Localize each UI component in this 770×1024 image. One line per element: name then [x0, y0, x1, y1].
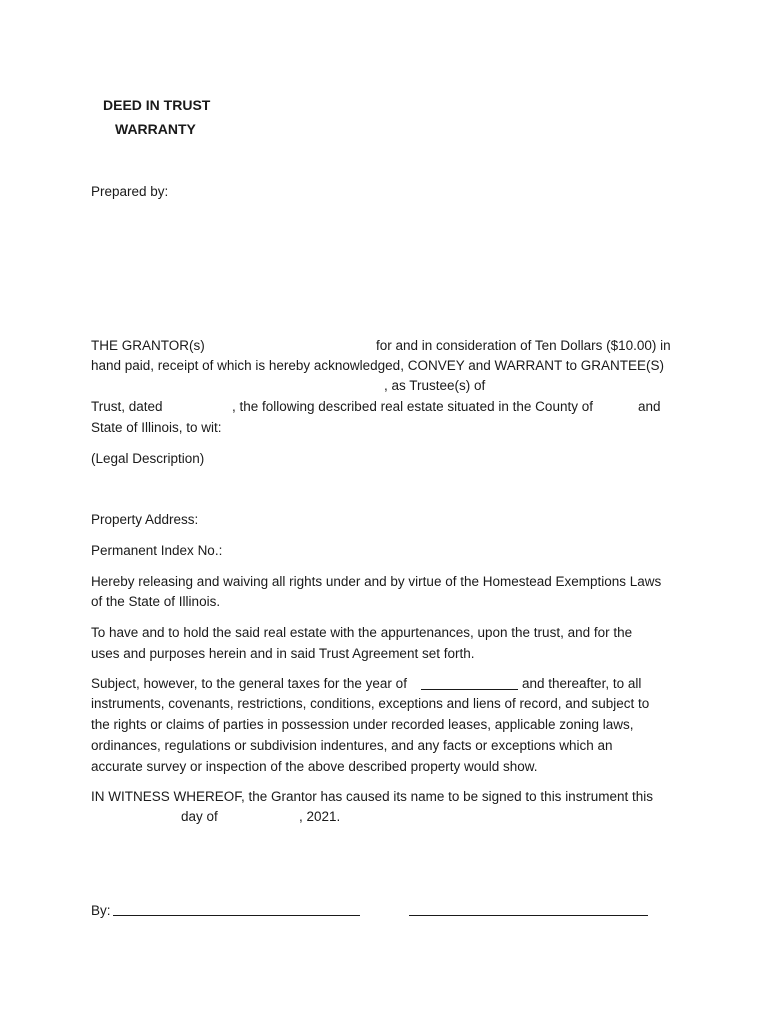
homestead-line-1: Hereby releasing and waiving all rights under and by virtue of the Homestead Exemptions Laws [91, 574, 662, 589]
consideration-text: for and in consideration of Ten Dollars ($10.00) in [376, 338, 671, 353]
to-have-line-2: uses and purposes herein and in said Trust Agreement set forth. [91, 646, 475, 661]
real-estate-text: , the following described real estate situated in the County of [232, 399, 593, 414]
signature-line-2 [409, 915, 648, 916]
subject-line-2: instruments, covenants, restrictions, conditions, exceptions and liens of record, and subject to [91, 696, 650, 711]
to-have-line-1: To have and to hold the said real estate with the appurtenances, upon the trust, and for the [91, 625, 633, 640]
county-and-text: and [638, 399, 661, 414]
grantor-line-2: hand paid, receipt of which is hereby acknowledged, CONVEY and WARRANT to GRANTEE(S) [91, 358, 665, 373]
grantor-line-3: , as Trustee(s) of [384, 378, 486, 393]
signature-line-1 [113, 915, 360, 916]
trust-dated-label: Trust, dated [91, 399, 163, 414]
prepared-by-label: Prepared by: [91, 184, 169, 199]
property-address-label: Property Address: [91, 512, 199, 527]
subject-line-1a: Subject, however, to the general taxes for the year of [91, 676, 407, 691]
homestead-line-2: of the State of Illinois. [91, 594, 221, 609]
permanent-index-label: Permanent Index No.: [91, 543, 223, 558]
subject-line-3: the rights or claims of parties in possession under recorded leases, applicable zoning laws, [91, 717, 634, 732]
witness-day-of: day of [181, 809, 218, 824]
witness-year: , 2021. [299, 809, 341, 824]
legal-description: (Legal Description) [91, 451, 205, 466]
subject-line-4: ordinances, regulations or subdivision indentures, and any facts or exceptions which an [91, 738, 613, 753]
document-title-line2: WARRANTY [115, 121, 196, 137]
signature-by-label: By: [91, 903, 111, 918]
subject-line-1b: and thereafter, to all [522, 676, 642, 691]
grantor-label: THE GRANTOR(s) [91, 338, 205, 353]
witness-line-1: IN WITNESS WHEREOF, the Grantor has caused its name to be signed to this instrument this [91, 789, 653, 804]
subject-line-5: accurate survey or inspection of the above described property would show. [91, 759, 538, 774]
tax-year-blank [421, 689, 518, 690]
document-title-line1: DEED IN TRUST [103, 97, 211, 113]
state-to-wit-text: State of Illinois, to wit: [91, 420, 222, 435]
